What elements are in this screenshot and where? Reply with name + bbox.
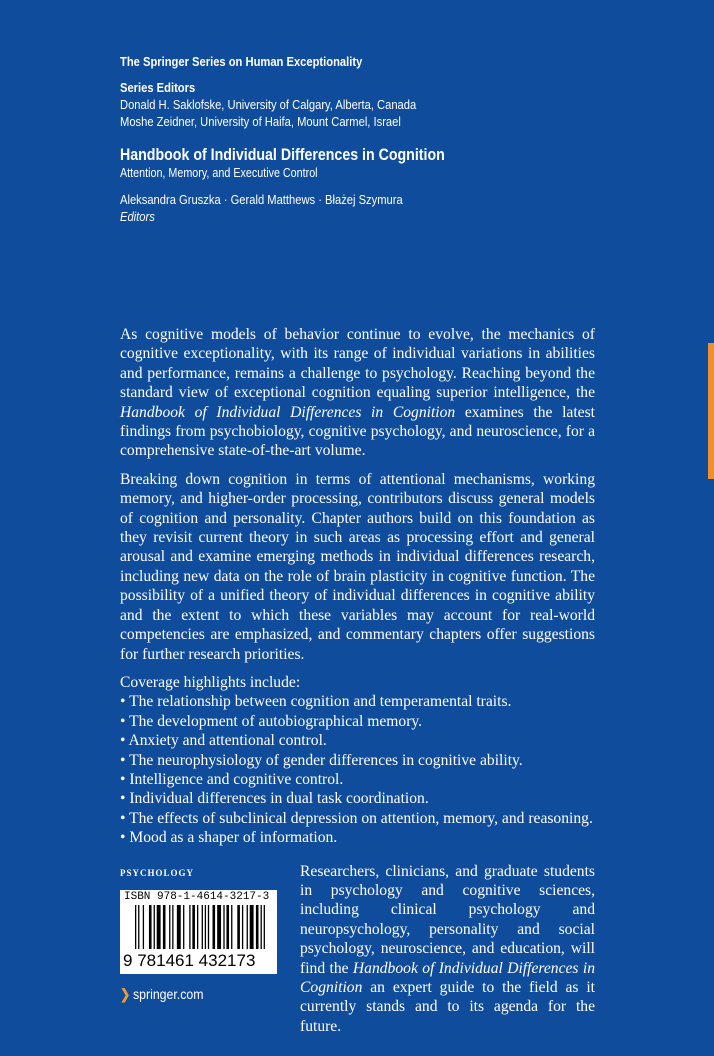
back-cover-text <box>120 325 595 1056</box>
series-editor: Donald H. Saklofske, University of Calgary, Alberta, Canada <box>120 97 417 112</box>
barcode-bar <box>256 905 259 949</box>
list-item: • Mood as a shaper of information. <box>120 829 338 847</box>
barcode-bar <box>143 905 144 949</box>
book-title: Handbook of Individual Differences in Cognition <box>120 146 445 164</box>
barcode-bar <box>250 905 254 949</box>
list-item: • Anxiety and attentional control. <box>120 732 327 750</box>
barcode-bar <box>247 905 248 949</box>
bottom-section <box>120 862 595 1037</box>
barcode-bar <box>202 905 203 949</box>
barcode-bar <box>226 905 229 949</box>
barcode-bar <box>197 905 198 949</box>
series-name: The Springer Series on Human Exceptionality <box>120 54 363 69</box>
barcode-bar <box>237 905 240 949</box>
barcode-bar <box>154 905 155 949</box>
category-label: PSYCHOLOGY <box>120 867 195 878</box>
text: an expert guide to the field as it currently stands and to its agenda for the future. <box>300 979 595 1035</box>
text: Researchers, clinicians, and graduate students in psychology and cognitive sciences, including clinical psychology and neuropsychology, personality and social psychology, neuroscience, and education, will find the <box>300 862 595 977</box>
barcode-bar <box>169 905 170 949</box>
book-authors: Aleksandra Gruszka · Gerald Matthews · Błażej Szymura <box>120 192 403 207</box>
description <box>120 325 595 664</box>
barcode-bar <box>192 905 195 949</box>
coverage-list <box>120 673 595 848</box>
list-item: • The effects of subclinical depression on attention, memory, and reasoning. <box>120 809 593 827</box>
barcode-bar <box>217 905 221 949</box>
barcode-bar <box>261 905 262 949</box>
barcode-bar <box>177 905 181 949</box>
description-paragraph: Breaking down cognition in terms of attentional mechanisms, working memory, and higher-order processing, contributors discuss general models of cognition and personality. Chapter authors build on this foundation as they revisit current theory in such areas as processing effort and general arousal and examine emerging methods in individual differences research, including new data on the role of brain plasticity in cognitive function. The possibility of a unified theory of individual differences in cognitive ability and the extent to which these variables may account for real-world competencies are emphasized, and commentary chapters offer suggestions for further research priorities. <box>120 470 595 663</box>
book-title-italic: Handbook of Individual Differences in Cognition <box>120 403 456 421</box>
ean-left: 781461 <box>137 950 194 970</box>
coverage-heading: Coverage highlights include: <box>120 673 301 691</box>
editors-label: Editors <box>120 209 155 224</box>
barcode-bar <box>183 905 184 949</box>
list-item: • Intelligence and cognitive control. <box>120 770 344 788</box>
barcode-bar <box>172 905 173 949</box>
ean-right: 432173 <box>198 950 256 970</box>
barcode-bar <box>149 905 152 949</box>
website-text: springer.com <box>132 985 204 1002</box>
barcode-bar <box>157 905 161 949</box>
barcode-bar <box>189 905 190 949</box>
text: examines the latest findings from psychobiology, cognitive psychology, and neuroscience, for a comprehensive state-of-the-art volume. <box>120 403 595 460</box>
publisher-block <box>120 862 300 1004</box>
barcode-bars <box>135 905 272 949</box>
list-item: • Individual differences in dual task coordination. <box>120 790 429 808</box>
description-paragraph <box>120 325 595 461</box>
series-editor: Moshe Zeidner, University of Haifa, Mount Carmel, Israel <box>120 114 401 129</box>
barcode-bar <box>242 905 243 949</box>
barcode-bar <box>223 905 224 949</box>
barcode-bar <box>205 905 206 949</box>
list-item: • The relationship between cognition and temperamental traits. <box>120 693 512 711</box>
series-editors-heading: Series Editors <box>120 80 196 95</box>
ean-number <box>123 951 255 971</box>
barcode-bar <box>138 905 139 949</box>
accent-bar <box>708 343 714 479</box>
barcode-bar <box>208 905 209 949</box>
barcode-bar <box>231 905 232 949</box>
audience-paragraph <box>300 862 595 1037</box>
springer-link[interactable] <box>120 986 204 1003</box>
list-item: • The development of autobiographical memory. <box>120 712 423 730</box>
list-item: • The neurophysiology of gender differences in cognitive ability. <box>120 751 523 769</box>
barcode-bar <box>264 905 265 949</box>
isbn-barcode <box>120 890 277 974</box>
isbn-text: ISBN 978-1-4614-3217-3 <box>124 890 270 903</box>
ean-digit: 9 <box>123 950 133 970</box>
barcode-bar <box>213 905 216 949</box>
text: As cognitive models of behavior continue to evolve, the mechanics of cognitive exceptionality, with its range of individual variations in abilities and performance, remains a challenge to psychology. Reaching beyond the standard view of exceptional cognition equaling superior intelligence, the <box>120 326 595 402</box>
book-title-italic: Handbook of Individual Differences in Cognition <box>300 959 595 996</box>
book-subtitle: Attention, Memory, and Executive Control <box>120 166 318 180</box>
barcode-bar <box>163 905 166 949</box>
barcode-bar <box>135 905 136 949</box>
chevron-right-icon: ❯ <box>120 985 131 1002</box>
